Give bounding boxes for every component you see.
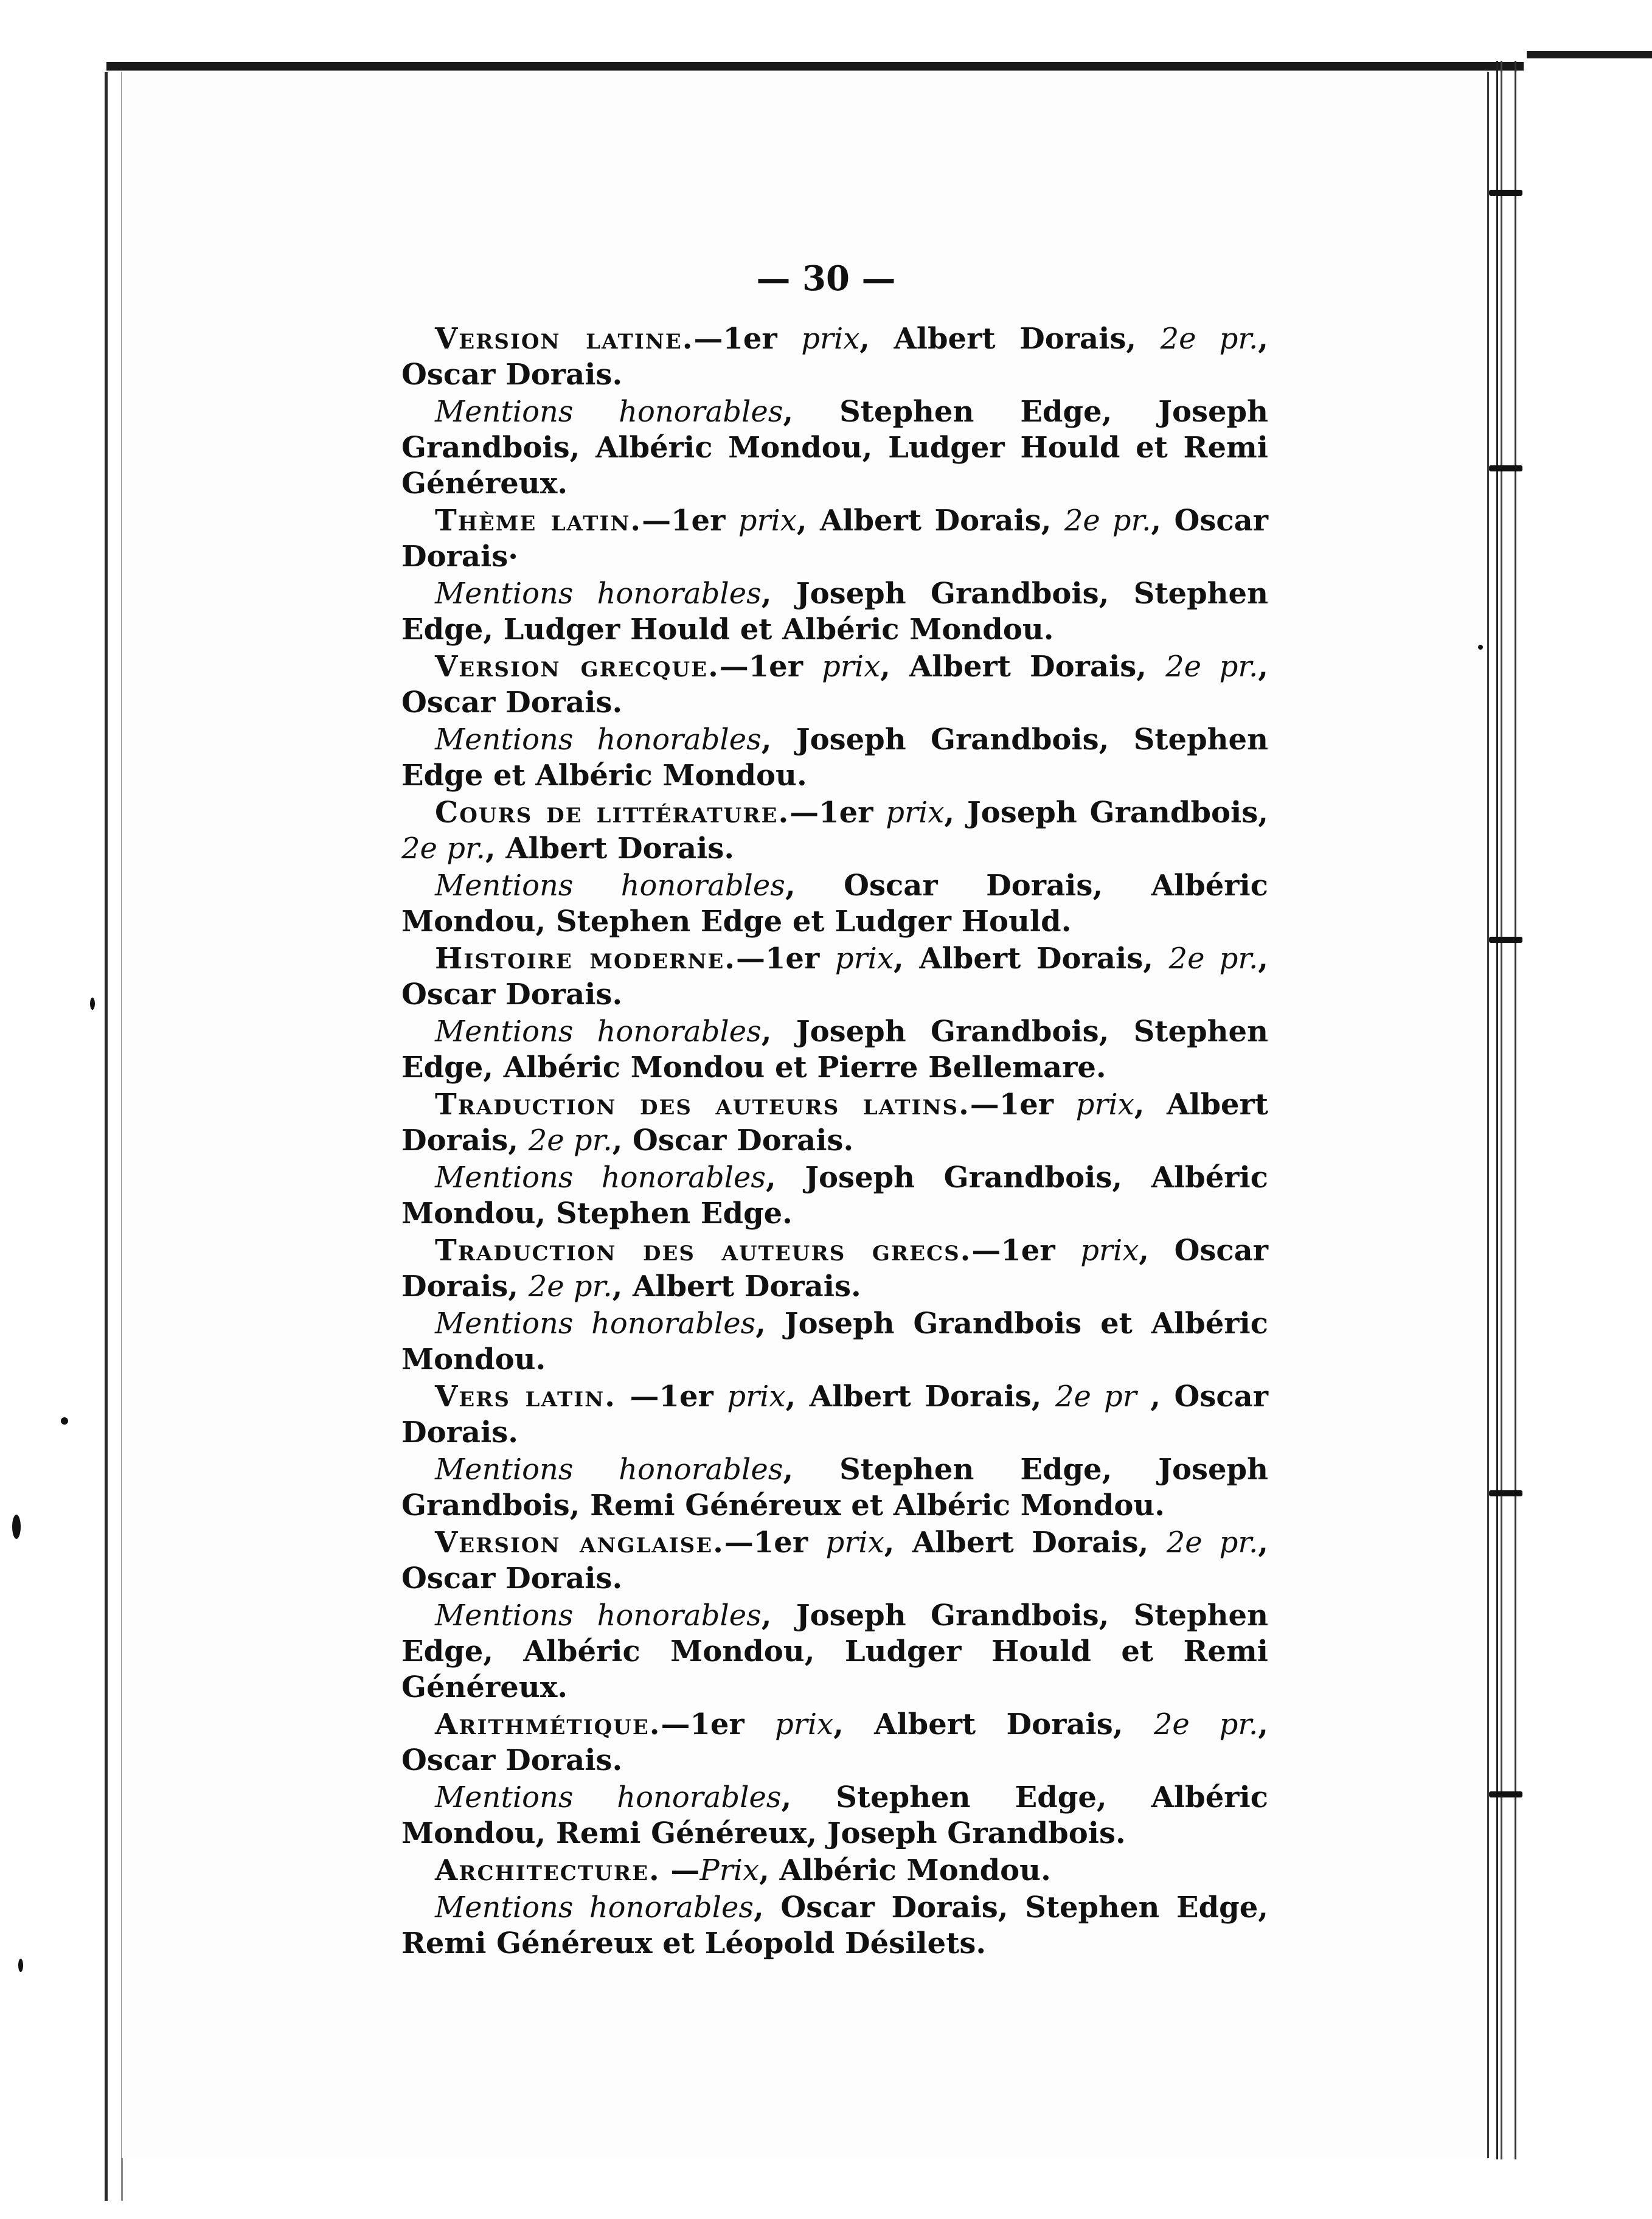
subject-heading: Thème latin. — [435, 504, 642, 538]
honorable-mentions — [401, 1014, 1268, 1086]
first-prize-winner: , Albéric Mondou. — [759, 1853, 1051, 1887]
prize-dash: —1er — [642, 504, 738, 538]
mentions-names: , Joseph Grandbois et Albéric Mondou. — [401, 1307, 1268, 1377]
prize-label: prix — [1075, 1088, 1134, 1122]
mentions-label: Mentions honorables — [435, 869, 785, 903]
prize-dash: —1er — [719, 650, 822, 684]
subject-heading: Architecture. — [435, 1853, 661, 1887]
second-prize-winner: , Oscar Dorais. — [401, 942, 1269, 1012]
subject-heading: Traduction des auteurs grecs. — [435, 1234, 972, 1268]
subject-heading: Cours de littérature. — [435, 796, 790, 830]
mentions-names: , Joseph Grandbois, Stephen Edge, Ludger Hould et Albéric Mondou. — [401, 577, 1268, 647]
mentions-names: , Stephen Edge, Albéric Mondou, Remi Généreux, Joseph Grandbois. — [401, 1780, 1268, 1850]
second-prize-label: 2e pr. — [1166, 1526, 1258, 1560]
mentions-names: , Joseph Grandbois, Stephen Edge et Albéric Mondou. — [401, 723, 1268, 793]
prize-dash: —1er — [616, 1380, 727, 1414]
honorable-mentions — [401, 394, 1268, 502]
mentions-names: , Stephen Edge, Joseph Grandbois, Albéric Mondou, Ludger Hould et Remi Généreux. — [401, 395, 1269, 501]
second-prize-winner: , Oscar Dorais. — [401, 1526, 1269, 1596]
second-prize-winner: , Oscar Dorais· — [401, 504, 1268, 574]
prize-label: prix — [822, 650, 881, 684]
subject-heading: Version anglaise. — [435, 1526, 724, 1560]
honorable-mentions — [401, 576, 1268, 648]
mentions-label: Mentions honorables — [435, 1161, 766, 1195]
scan-speck — [1478, 645, 1483, 650]
mentions-names: , Joseph Grandbois, Stephen Edge, Albéric Mondou, Ludger Hould et Remi Généreux. — [401, 1599, 1268, 1704]
second-prize-winner: , Albert Dorais. — [612, 1269, 861, 1304]
prize-dash: —1er — [693, 322, 802, 356]
binding-stitch — [1489, 190, 1522, 196]
second-prize-label: 2e pr. — [1160, 322, 1258, 356]
honorable-mentions — [401, 1890, 1268, 1962]
binding-stitch — [1489, 937, 1522, 943]
prize-entry — [401, 321, 1268, 393]
prize-label: prix — [835, 942, 894, 976]
second-prize-label: 2e pr. — [1165, 650, 1258, 684]
subject-heading: Arithmétique. — [435, 1707, 661, 1742]
prize-entry — [401, 1525, 1268, 1597]
subject-heading: Traduction des auteurs latins. — [435, 1088, 970, 1122]
mentions-names: , Joseph Grandbois, Albéric Mondou, Stephen Edge. — [401, 1161, 1268, 1231]
prize-dash: — — [660, 1853, 700, 1887]
scan-speck — [18, 1959, 23, 1972]
mentions-label: Mentions honorables — [435, 1599, 762, 1633]
honorable-mentions — [401, 1452, 1268, 1524]
prize-dash: —1er — [661, 1707, 776, 1742]
scan-frame-top — [106, 62, 1524, 71]
prize-entry — [401, 795, 1268, 867]
first-prize-winner: , Albert Dorais, — [893, 942, 1169, 976]
first-prize-winner: , Albert Dorais, — [833, 1707, 1154, 1742]
first-prize-winner: , Albert Dorais, — [880, 650, 1166, 684]
scan-speck — [90, 998, 95, 1010]
mentions-names: , Oscar Dorais, Albéric Mondou, Stephen Edge et Ludger Hould. — [401, 869, 1268, 939]
mentions-names: , Oscar Dorais, Stephen Edge, Remi Généreux et Léopold Désilets. — [401, 1891, 1268, 1960]
mentions-label: Mentions honorables — [435, 577, 762, 611]
prize-entry — [401, 1087, 1268, 1159]
first-prize-winner: , Albert Dorais, — [401, 1088, 1269, 1158]
first-prize-winner: , Albert Dorais, — [884, 1526, 1167, 1560]
honorable-mentions — [401, 1160, 1268, 1232]
mentions-names: , Joseph Grandbois, Stephen Edge, Albéric Mondou et Pierre Bellemare. — [401, 1015, 1268, 1085]
prize-entry — [401, 1233, 1268, 1305]
prize-dash: —1er — [790, 796, 886, 830]
mentions-names: , Stephen Edge, Joseph Grandbois, Remi Généreux et Albéric Mondou. — [401, 1453, 1269, 1523]
prize-label: prix — [1080, 1234, 1139, 1268]
scan-speck — [12, 1515, 21, 1539]
prize-label: prix — [801, 322, 860, 356]
second-prize-winner: , Albert Dorais. — [485, 832, 735, 866]
page-number: — 30 — — [756, 259, 896, 299]
subject-heading: Vers latin. — [435, 1380, 616, 1414]
second-prize-winner: , Oscar Dorais. — [612, 1123, 854, 1158]
second-prize-label: 2e pr. — [528, 1123, 613, 1158]
prize-label: Prix — [699, 1853, 760, 1887]
honorable-mentions — [401, 1598, 1268, 1706]
second-prize-label: 2e pr — [1055, 1380, 1137, 1414]
honorable-mentions — [401, 868, 1268, 940]
second-prize-winner: , Oscar Dorais. — [401, 1707, 1269, 1777]
book-spine — [1496, 61, 1502, 2159]
honorable-mentions — [401, 1306, 1268, 1378]
first-prize-winner: , Albert Dorais, — [859, 322, 1161, 356]
prize-label: prix — [727, 1380, 786, 1414]
subject-heading: Version latine. — [435, 322, 694, 356]
binding-stitch — [1489, 465, 1522, 471]
second-prize-label: 2e pr. — [528, 1269, 613, 1304]
mentions-label: Mentions honorables — [435, 1780, 782, 1814]
mentions-label: Mentions honorables — [435, 1015, 762, 1049]
prize-label: prix — [886, 796, 945, 830]
scan-frame-left — [105, 72, 123, 2201]
mentions-label: Mentions honorables — [435, 1453, 783, 1487]
mentions-label: Mentions honorables — [435, 1307, 756, 1341]
prize-entry — [401, 1707, 1268, 1779]
honorable-mentions — [401, 1780, 1268, 1852]
prize-dash: —1er — [736, 942, 835, 976]
book-spine-outer — [1515, 61, 1519, 2159]
scan-speck — [61, 1417, 68, 1425]
mentions-label: Mentions honorables — [435, 1891, 754, 1925]
first-prize-winner: , Joseph Grandbois, — [944, 796, 1268, 830]
second-prize-label: 2e pr. — [1064, 504, 1151, 538]
binding-stitch — [1489, 1791, 1522, 1797]
prize-dash: —1er — [971, 1234, 1081, 1268]
prize-entry — [401, 649, 1268, 721]
honorable-mentions — [401, 722, 1268, 794]
second-prize-label: 2e pr. — [1153, 1707, 1258, 1742]
prize-dash: —1er — [724, 1526, 826, 1560]
first-prize-winner: , Albert Dorais, — [796, 504, 1064, 538]
second-prize-winner: , Oscar Dorais. — [401, 1380, 1269, 1450]
prize-entry — [401, 1379, 1268, 1451]
mentions-label: Mentions honorables — [435, 723, 762, 757]
prize-entry — [401, 1853, 1268, 1889]
subject-heading: Version grecque. — [435, 650, 720, 684]
prize-label: prix — [825, 1526, 884, 1560]
prize-entry — [401, 503, 1268, 575]
second-prize-label: 2e pr. — [401, 832, 485, 866]
subject-heading: Histoire moderne. — [435, 942, 737, 976]
second-prize-label: 2e pr. — [1168, 942, 1258, 976]
second-prize-winner: , Oscar Dorais. — [401, 322, 1268, 392]
first-prize-winner: , Albert Dorais, — [785, 1380, 1055, 1414]
prize-list — [401, 321, 1268, 1963]
prize-entry — [401, 941, 1268, 1013]
first-prize-winner: , Oscar Dorais, — [401, 1234, 1269, 1304]
prize-dash: —1er — [970, 1088, 1076, 1122]
prize-label: prix — [775, 1707, 834, 1742]
binding-stitch — [1489, 1490, 1522, 1496]
scan-frame-top-right — [1527, 51, 1652, 58]
mentions-label: Mentions honorables — [435, 395, 783, 429]
prize-label: prix — [738, 504, 797, 538]
second-prize-winner: , Oscar Dorais. — [401, 650, 1268, 720]
